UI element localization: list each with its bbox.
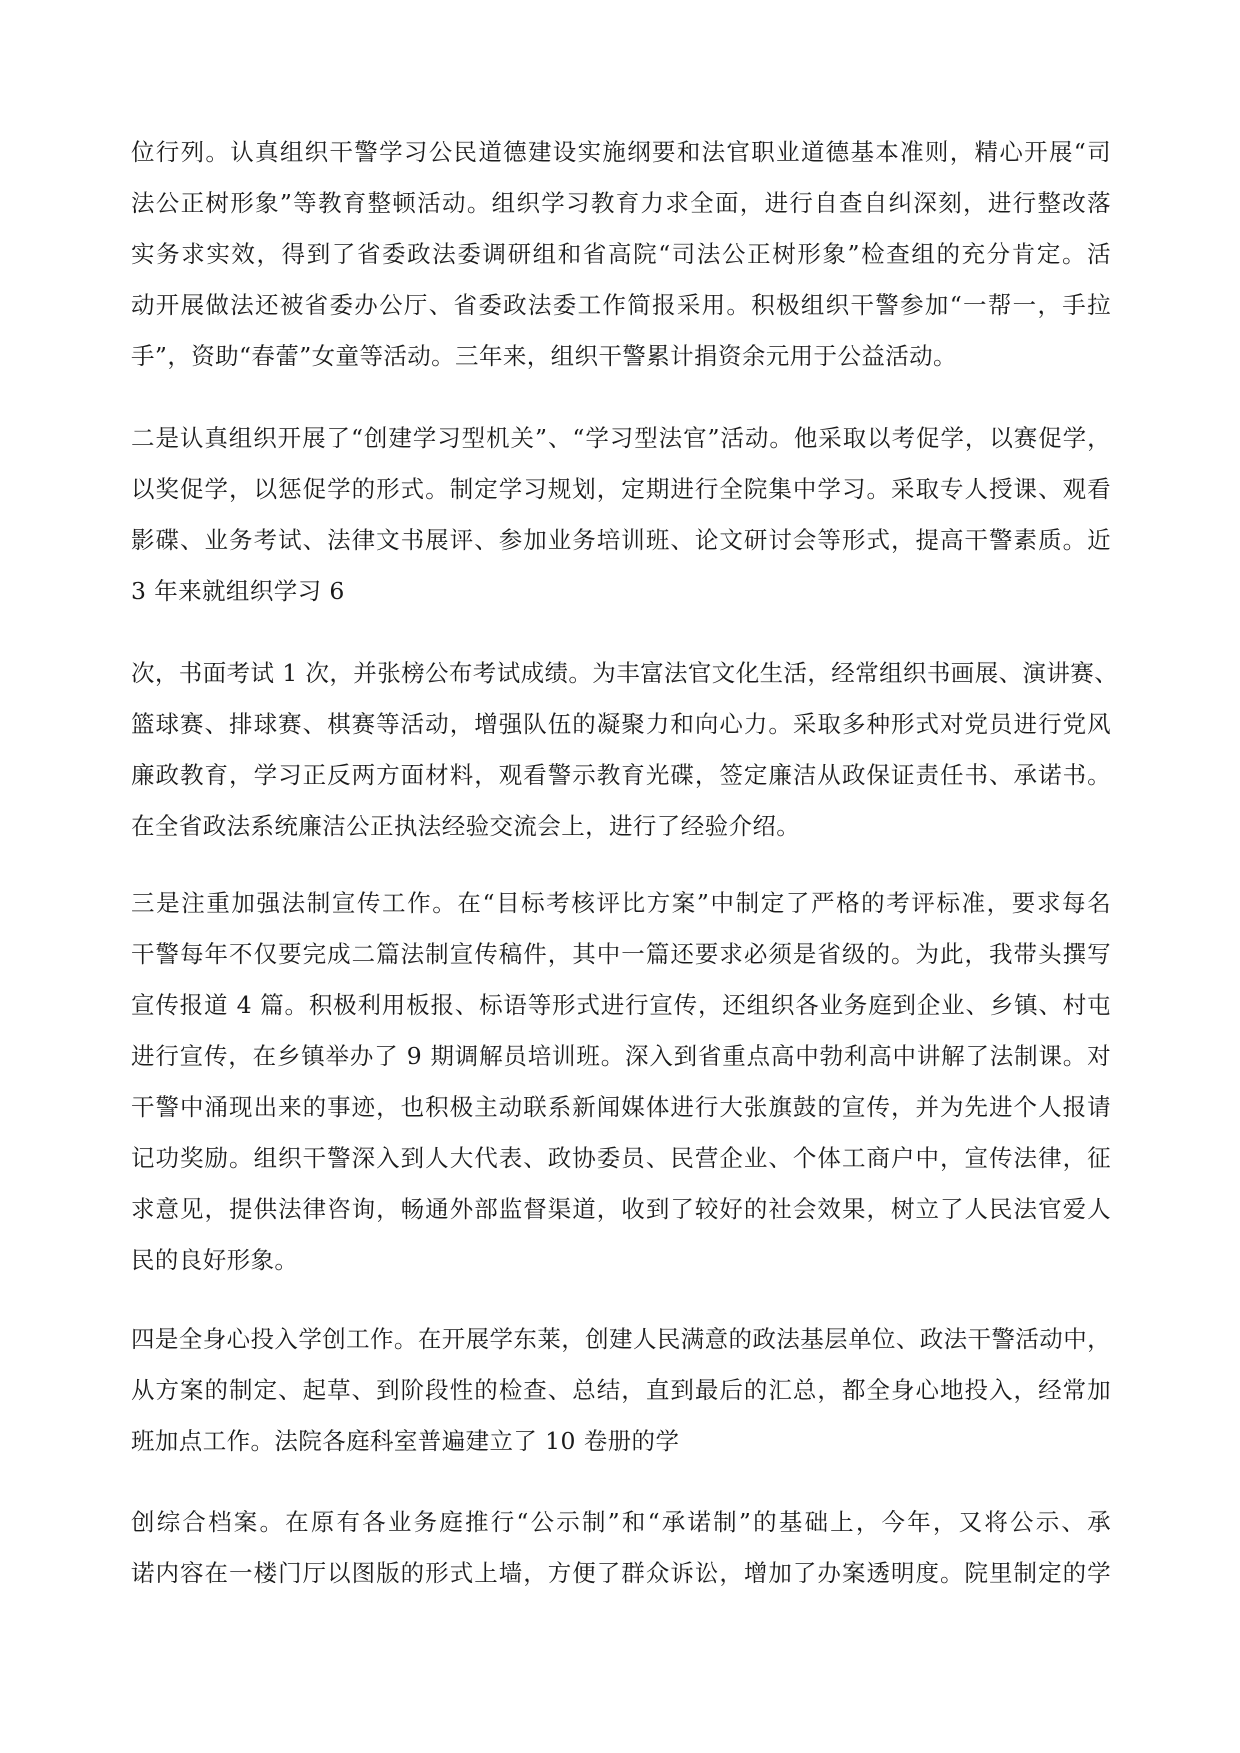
paragraph (131, 1314, 1111, 1467)
paragraph (131, 878, 1111, 1286)
text-line: 在全省政法系统廉洁公正执法经验交流会上，进行了经验介绍。 (131, 812, 801, 840)
text-line: 创综合档案。在原有各业务庭推行“公示制”和“承诺制”的基础上，今年，又将公示、承 (131, 1508, 1111, 1536)
text-line: 记功奖励。组织干警深入到人大代表、政协委员、民营企业、个体工商户中，宣传法律，征 (131, 1144, 1111, 1172)
text-line: 法公正树形象”等教育整顿活动。组织学习教育力求全面，进行自查自纠深刻，进行整改落 (131, 189, 1111, 217)
text-line: 三是注重加强法制宣传工作。在“目标考核评比方案”中制定了严格的考评标准，要求每名 (131, 889, 1111, 917)
paragraph (131, 413, 1111, 617)
text-line: 四是全身心投入学创工作。在开展学东莱，创建人民满意的政法基层单位、政法干警活动中， (131, 1325, 1111, 1353)
text-line: 3 年来就组织学习 6 (131, 577, 345, 605)
text-line: 干警每年不仅要完成二篇法制宣传稿件，其中一篇还要求必须是省级的。为此，我带头撰写 (131, 940, 1111, 968)
text-line: 影碟、业务考试、法律文书展评、参加业务培训班、论文研讨会等形式，提高干警素质。近 (131, 526, 1111, 554)
text-line: 位行列。认真组织干警学习公民道德建设实施纲要和法官职业道德基本准则，精心开展“司 (131, 138, 1111, 166)
text-line: 二是认真组织开展了“创建学习型机关”、“学习型法官”活动。他采取以考促学，以赛促学， (131, 424, 1111, 452)
text-line: 民的良好形象。 (131, 1246, 299, 1274)
paragraph (131, 648, 1119, 852)
text-line: 诺内容在一楼门厅以图版的形式上墙，方便了群众诉讼，增加了办案透明度。院里制定的学 (131, 1559, 1111, 1587)
text-line: 宣传报道 4 篇。积极利用板报、标语等形式进行宣传，还组织各业务庭到企业、乡镇、村屯 (131, 991, 1111, 1019)
text-line: 次，书面考试 1 次，并张榜公布考试成绩。为丰富法官文化生活，经常组织书画展、演讲赛、 (131, 659, 1119, 687)
text-line: 动开展做法还被省委办公厅、省委政法委工作简报采用。积极组织干警参加“一帮一，手拉 (131, 291, 1111, 319)
text-line: 廉政教育，学习正反两方面材料，观看警示教育光碟，签定廉洁从政保证责任书、承诺书。 (131, 761, 1111, 789)
text-line: 求意见，提供法律咨询，畅通外部监督渠道，收到了较好的社会效果，树立了人民法官爱人 (131, 1195, 1111, 1223)
text-line: 从方案的制定、起草、到阶段性的检查、总结，直到最后的汇总，都全身心地投入，经常加 (131, 1376, 1111, 1404)
text-line: 干警中涌现出来的事迹，也积极主动联系新闻媒体进行大张旗鼓的宣传，并为先进个人报请 (131, 1093, 1111, 1121)
paragraph (131, 1497, 1111, 1599)
text-line: 进行宣传，在乡镇举办了 9 期调解员培训班。深入到省重点高中勃利高中讲解了法制课。对 (131, 1042, 1111, 1070)
text-line: 篮球赛、排球赛、棋赛等活动，增强队伍的凝聚力和向心力。采取多种形式对党员进行党风 (131, 710, 1111, 738)
text-line: 实务求实效，得到了省委政法委调研组和省高院“司法公正树形象”检查组的充分肯定。活 (131, 240, 1111, 268)
text-line: 手”，资助“春蕾”女童等活动。三年来，组织干警累计捐资余元用于公益活动。 (131, 342, 957, 370)
paragraph (131, 127, 1111, 382)
text-line: 班加点工作。法院各庭科室普遍建立了 10 卷册的学 (131, 1427, 680, 1455)
text-line: 以奖促学，以惩促学的形式。制定学习规划，定期进行全院集中学习。采取专人授课、观看 (131, 475, 1111, 503)
